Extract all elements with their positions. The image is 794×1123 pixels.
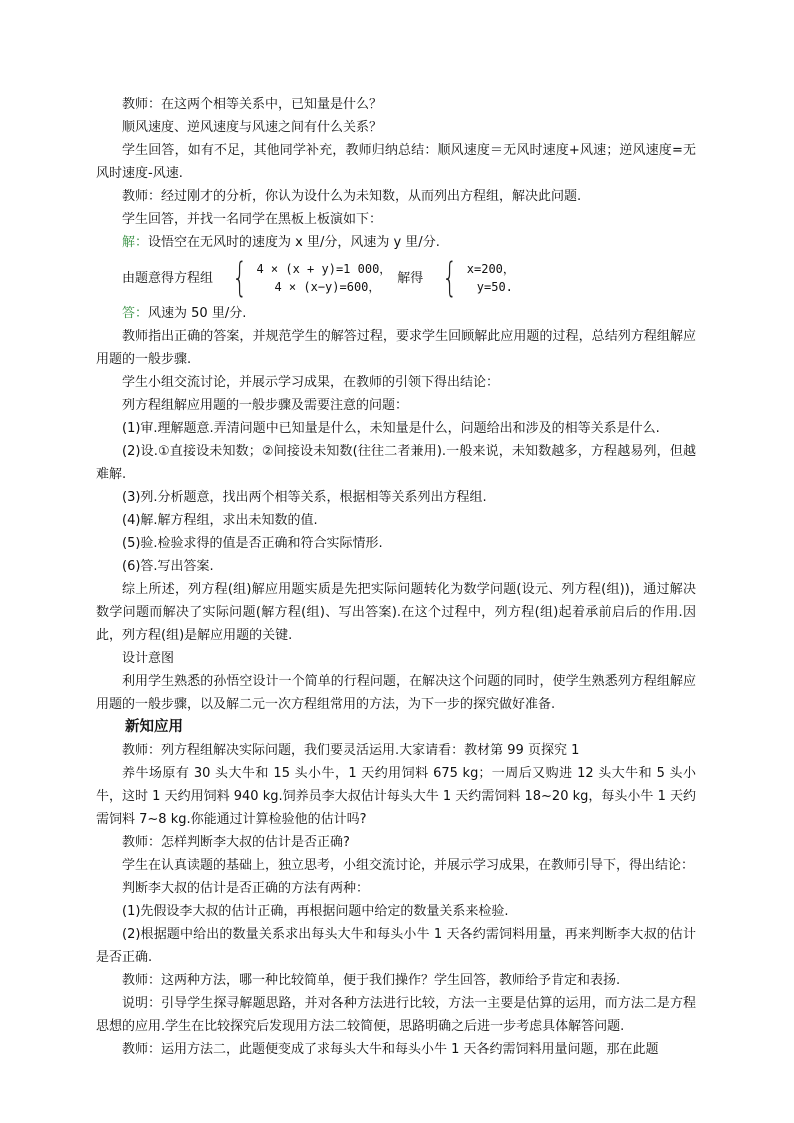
paragraph: 学生回答，如有不足，其他同学补充，教师归纳总结：顺风速度＝无风时速度+风速；逆风速度=无风时速度-风速. (96, 143, 696, 181)
paragraph: 教师指出正确的答案，并规范学生的解答过程，要求学生回顾解此应用题的过程，总结列方程组解应用题的一般步骤. (96, 329, 696, 367)
equation-2: 4 × (x−y)=600， (274, 280, 381, 294)
step-item: (6)答.写出答案. (122, 559, 214, 574)
section-heading: 新知应用 (125, 719, 183, 735)
solve-label: 解得 (397, 270, 424, 286)
paragraph: 教师：在这两个相等关系中，已知量是什么？ (122, 97, 383, 112)
solution-line (96, 231, 696, 254)
design-intent-label: 设计意图 (122, 651, 175, 666)
setup-label: 由题意得方程组 (122, 270, 214, 286)
step-item: (5)验.检验求得的值是否正确和符合实际情形. (122, 536, 383, 551)
equation-system-row (96, 254, 696, 302)
paragraph: 学生回答，并找一名同学在黑板上板演如下： (122, 212, 383, 227)
answer-text: 风速为 50 里/分. (148, 306, 247, 321)
solution-y: y=50. (476, 280, 513, 294)
document-body (96, 93, 696, 1061)
paragraph: 教师：经过刚才的分析，你认为设什么为未知数，从而列出方程组，解决此问题. (122, 189, 582, 204)
solution-text: 设悟空在无风时的速度为 x 里/分，风速为 y 里/分. (148, 235, 440, 250)
paragraph: 教师：这两种方法，哪一种比较简单，便于我们操作？学生回答，教师给予肯定和表扬. (122, 973, 621, 988)
step-item: (3)列.分析题意，找出两个相等关系，根据相等关系列出方程组. (122, 490, 487, 505)
step-item: (2)设.①直接设未知数；②间接设未知数(往往二者兼用).一般来说，未知数越多，方程越易列，但越难解. (96, 444, 696, 482)
answer-label: 答： (122, 306, 149, 321)
step-item: (1)审.理解题意.弄清问题中已知量是什么，未知量是什么，问题给出和涉及的相等关系是什么. (122, 421, 660, 436)
paragraph: 顺风速度、逆风速度与风速之间有什么关系？ (122, 120, 383, 135)
paragraph: 利用学生熟悉的孙悟空设计一个简单的行程问题，在解决这个问题的同时，使学生熟悉列方程组解应用题的一般步骤，以及解二元一次方程组常用的方法，为下一步的探究做好准备. (96, 674, 696, 712)
paragraph: 教师：列方程组解决实际问题，我们要灵活运用.大家请看：教材第 99 页探究 1 (122, 743, 580, 758)
left-brace: { (232, 255, 248, 301)
answer-line (96, 302, 696, 325)
solution-system (467, 260, 515, 296)
step-item: (4)解.解方程组，求出未知数的值. (122, 513, 318, 528)
paragraph: 判断李大叔的估计是否正确的方法有两种： (122, 881, 370, 896)
solution-x: x=200， (466, 262, 515, 276)
method-item: (1)先假设李大叔的估计正确，再根据问题中给定的数量关系来检验. (122, 904, 509, 919)
paragraph: 学生小组交流讨论，并展示学习成果，在教师的引领下得出结论： (122, 375, 500, 390)
paragraph: 学生在认真读题的基础上，独立思考，小组交流讨论，并展示学习成果，在教师引导下，得出结论： (122, 858, 695, 873)
method-item: (2)根据题中给出的数量关系求出每头大牛和每头小牛 1 天各约需饲料用量，再来判断李大叔的估计是否正确. (96, 927, 696, 965)
equation-system (256, 260, 391, 296)
paragraph: 教师：运用方法二，此题便变成了求每头大牛和每头小牛 1 天各约需饲料用量问题，那在此题 (122, 1042, 659, 1057)
left-brace: { (442, 255, 458, 301)
paragraph: 养牛场原有 30 头大牛和 15 头小牛，1 天约用饲料 675 kg；一周后又购进 12 头大牛和 5 头小牛，这时 1 天约用饲料 940 kg.饲养员李大叔估计每头大牛 1 天约需饲料 18~20 kg，每头小牛 1 天约需饲料 7~8 kg.你能通过计算检验他的估计吗? (96, 766, 696, 827)
solution-label: 解： (122, 235, 149, 250)
paragraph: 综上所述，列方程(组)解应用题实质是先把实际问题转化为数学问题(设元、列方程(组))，通过解决数学问题而解决了实际问题(解方程(组)、写出答案).在这个过程中，列方程(组)起着承前启后的作用.因此，列方程(组)是解应用题的关键. (96, 582, 696, 643)
paragraph: 说明：引导学生探寻解题思路，并对各种方法进行比较，方法一主要是估算的运用，而方法二是方程思想的应用.学生在比较探究后发现用方法二较简便，思路明确之后进一步考虑具体解答问题. (96, 996, 696, 1034)
paragraph: 教师：怎样判断李大叔的估计是否正确? (122, 835, 350, 850)
equation-1: 4 × (x + y)=1 000， (256, 262, 392, 276)
paragraph: 列方程组解应用题的一般步骤及需要注意的问题： (122, 398, 409, 413)
